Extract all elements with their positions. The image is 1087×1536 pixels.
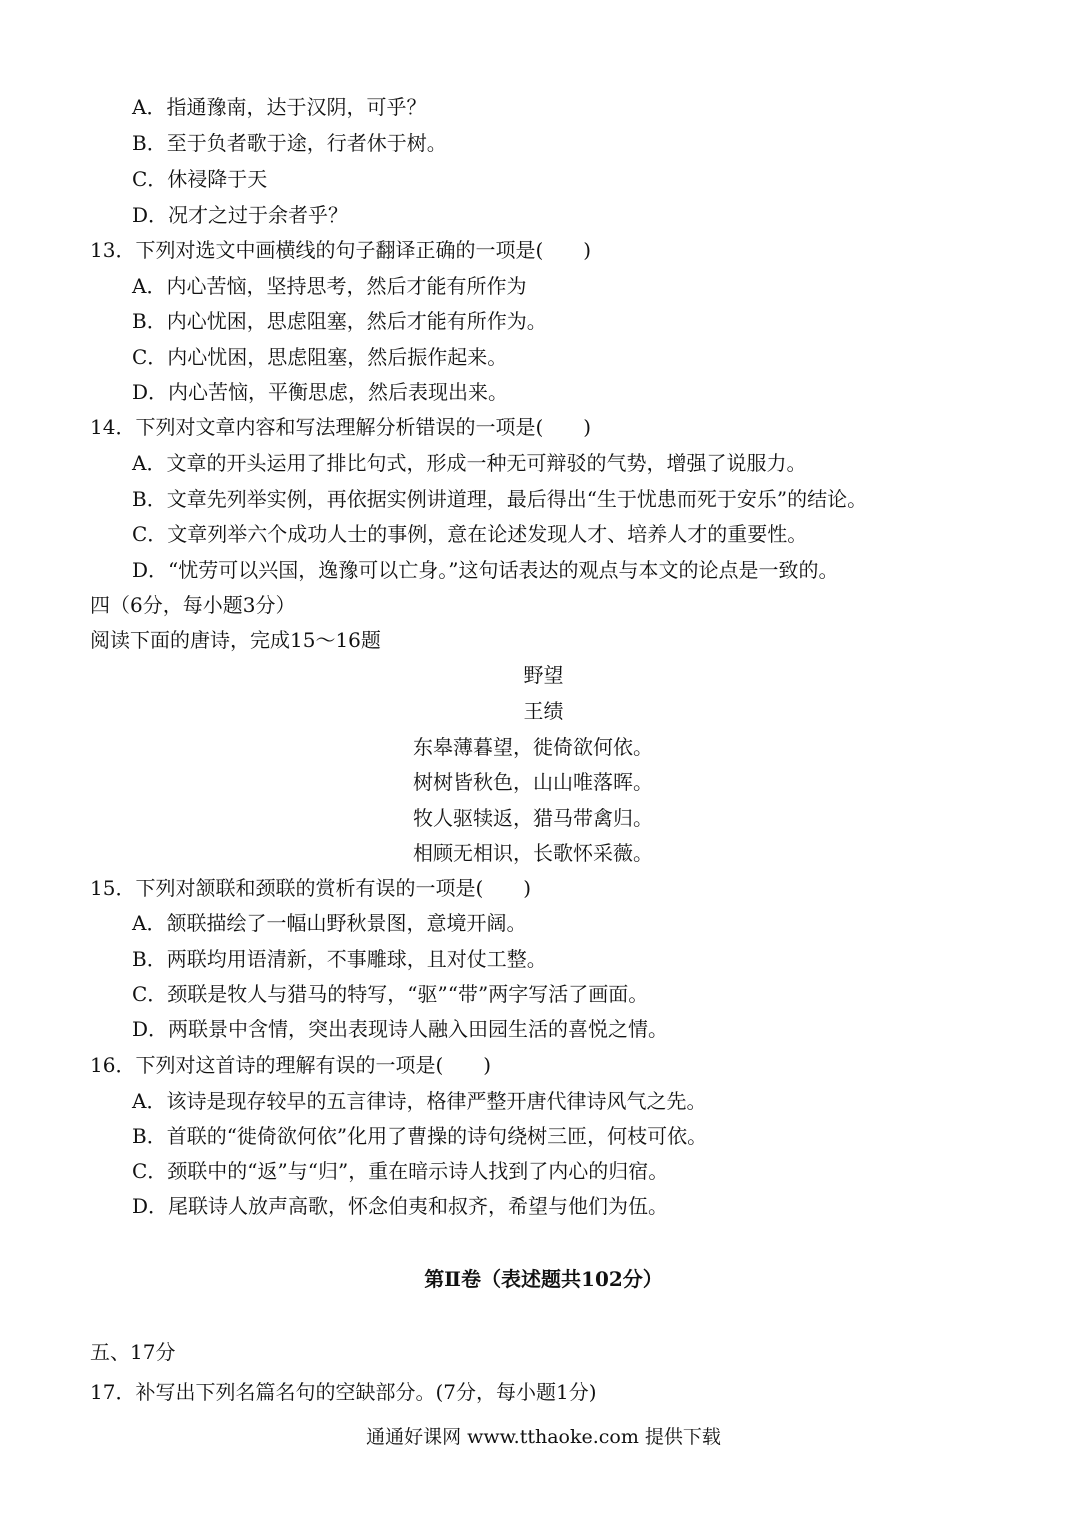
q15-option-b: B．两联均用语清新，不事雕球，且对仗工整。 xyxy=(132,947,547,971)
q13-option-b: B．内心忧困，思虑阻塞，然后才能有所作为。 xyxy=(132,309,547,333)
q14-option-a: A．文章的开头运用了排比句式，形成一种无可辩驳的气势，增强了说服力。 xyxy=(132,451,807,475)
q16-option-a: A．该诗是现存较早的五言律诗，格律严整开唐代律诗风气之先。 xyxy=(132,1089,707,1113)
poem-author: 王绩 xyxy=(523,699,564,723)
q13-option-a: A．内心苦恼，坚持思考，然后才能有所作为 xyxy=(132,274,527,298)
poem-line-1: 东皋薄暮望，徙倚欲何依。 xyxy=(413,735,653,759)
section4-intro: 阅读下面的唐诗，完成15～16题 xyxy=(90,628,381,652)
q13-option-d: D．内心苦恼，平衡思虑，然后表现出来。 xyxy=(132,380,509,404)
q15-option-d: D．两联景中含情，突出表现诗人融入田园生活的喜悦之情。 xyxy=(132,1017,669,1041)
q16-stem: 16．下列对这首诗的理解有误的一项是( ) xyxy=(90,1053,492,1077)
poem-line-4: 相顾无相识，长歌怀采薇。 xyxy=(413,841,653,865)
q14-option-c: C．文章列举六个成功人士的事例，意在论述发现人才、培养人才的重要性。 xyxy=(132,522,808,546)
q12-option-b: B．至于负者歌于途，行者休于树。 xyxy=(132,131,447,155)
page-footer: 通通好课网 www.tthaoke.com 提供下载 xyxy=(366,1426,721,1448)
q12-option-a: A．指通豫南，达于汉阴，可乎？ xyxy=(132,95,427,119)
q16-option-b: B．首联的“徙倚欲何依”化用了曹操的诗句绕树三匝，何枝可依。 xyxy=(132,1124,708,1148)
q15-option-a: A．颔联描绘了一幅山野秋景图，意境开阔。 xyxy=(132,911,527,935)
q16-option-d: D．尾联诗人放声高歌，怀念伯夷和叔齐，希望与他们为伍。 xyxy=(132,1194,669,1218)
section4-heading: 四（6分，每小题3分） xyxy=(90,593,296,617)
q13-option-c: C．内心忧困，思虑阻塞，然后振作起来。 xyxy=(132,345,508,369)
poem-line-2: 树树皆秋色，山山唯落晖。 xyxy=(413,770,653,794)
q16-option-c: C．颈联中的“返”与“归”，重在暗示诗人找到了内心的归宿。 xyxy=(132,1159,669,1183)
part2-title: 第Ⅱ卷（表述题共102分） xyxy=(424,1267,663,1291)
q12-option-c: C．休祲降于天 xyxy=(132,167,268,191)
poem-line-3: 牧人驱犊返，猎马带禽归。 xyxy=(413,806,653,830)
q17-stem: 17．补写出下列名篇名句的空缺部分。(7分，每小题1分) xyxy=(90,1380,597,1404)
q14-option-d: D．“忧劳可以兴国，逸豫可以亡身。”这句话表达的观点与本文的论点是一致的。 xyxy=(132,558,839,582)
q12-option-d: D．况才之过于余者乎？ xyxy=(132,203,349,227)
q15-option-c: C．颈联是牧人与猎马的特写，“驱”“带”两字写活了画面。 xyxy=(132,982,649,1006)
section5-heading: 五、17分 xyxy=(90,1340,176,1364)
q15-stem: 15．下列对颔联和颈联的赏析有误的一项是( ) xyxy=(90,876,532,900)
poem-title: 野望 xyxy=(523,663,564,687)
q13-stem: 13．下列对选文中画横线的句子翻译正确的一项是( ) xyxy=(90,238,592,262)
q14-option-b: B．文章先列举实例，再依据实例讲道理，最后得出“生于忧患而死于安乐”的结论。 xyxy=(132,487,868,511)
q14-stem: 14．下列对文章内容和写法理解分析错误的一项是( ) xyxy=(90,415,592,439)
